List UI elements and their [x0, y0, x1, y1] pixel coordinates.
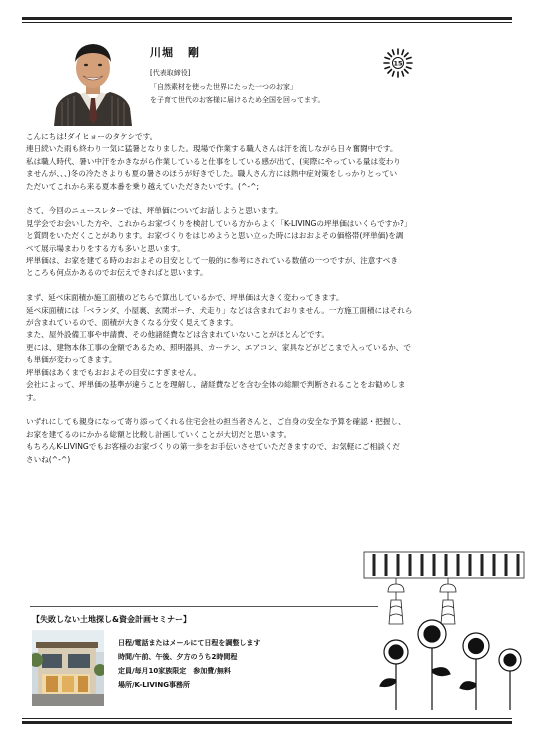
body-line: 見学会でお会いした方や、これからお家づくりを検討している方からよく「K-LIVINGの坪単価はいくらですか?」: [26, 218, 412, 228]
body-line: 坪単価は、お家を建てる時のおおよその目安として一般的に参考にされている数値の一つですが、注意すべき: [26, 256, 398, 266]
sunflower-icon: [499, 649, 521, 710]
body-line: さいね(^-^): [26, 454, 71, 464]
author-given-name: 剛: [188, 46, 200, 59]
body-line: また、屋外設備工事や申請費、その他諸経費などは含まれていないことがほとんどです。: [26, 330, 330, 340]
body-line: ませんが、、、)冬の冷たさよりも夏の暑さのほうが好きでした。職人さん方には熱中症対策をしっかりとってい: [26, 169, 398, 179]
body-line: もちろんK-LIVINGでもお客様のお家づくりの第一歩をお手伝いさせていただきますので、お気軽にご相談くだ: [26, 442, 400, 452]
body-line: 私は職人時代、暑い中汗をかきながら作業していると仕事をしている感が出て、(実際にやっている量は変わり: [26, 156, 401, 166]
sunflower-icon: [460, 633, 489, 710]
flower-logo-icon: [382, 47, 414, 79]
author-role: [代表取締役]: [150, 69, 191, 77]
sunflower-icon: [380, 640, 408, 710]
body-line: お家を建てるのにかかる総額と比較し計画していくことが大切だと思います。: [26, 429, 292, 439]
sunflower-icon: [418, 620, 450, 710]
body-line: 会社によって、坪単価の基準が違うことを理解し、諸経費などを含む全体の総額で判断されることをお勧めしま: [26, 380, 406, 390]
body-line: べて展示場まわりをする方も多いと思います。: [26, 243, 185, 253]
bottom-double-rule-thick: [22, 721, 512, 724]
seminar-location: 場所/K-LIVING事務所: [118, 681, 190, 689]
top-double-rule-thick: [22, 17, 512, 20]
seminar-details: [118, 636, 260, 692]
body-line: 坪単価はあくまでもおおよその目安にすぎません。: [26, 367, 202, 377]
body-line: まず、延べ床面積か施工面積のどちらで算出しているかで、坪単価は大きく変わってきます。: [26, 293, 344, 303]
wind-chime-icon: [388, 578, 404, 624]
body-line: も単価が変わってきます。: [26, 355, 117, 365]
wind-chime-icon: [440, 578, 456, 624]
body-line: ただいてこれから来る夏本番を乗り越えていただきたいです。(^-^;: [26, 181, 260, 191]
body-line: 更には、建物本体工事の金額であるため、照明器具、カーテン、エアコン、家具などがどこまで入っているか、で: [26, 342, 411, 352]
body-line: と質問をいただくことがあります。お家づくりをはじめようと思い立った時にはおおよその価格帯(坪単価)を調: [26, 231, 404, 241]
office-photo: [32, 630, 104, 706]
bamboo-blind: [364, 552, 524, 578]
body-line: さて、今回のニュースレターでは、坪単価についてお話しようと思います。: [26, 206, 283, 216]
body-line: す。: [26, 392, 41, 402]
top-double-rule-thin: [22, 22, 512, 23]
seminar-schedule: 日程/電話またはメールにて日程を調整します: [118, 639, 261, 647]
body-line: 連日続いた雨も終わり一気に猛暑となりました。現場で作業する職人さんは汗を流しながら日々奮闘中です。: [26, 144, 398, 154]
author-name: [150, 44, 200, 60]
body-line: こんにちは!ダイヒョーのタケシです。: [26, 132, 158, 141]
logo-number: 15: [393, 59, 403, 68]
seminar-time: 時間/午前、午後、夕方のうち2時間程: [118, 653, 238, 661]
author-family-name: 川堀: [150, 46, 174, 59]
sunflower-wind-chime-illustration: [360, 550, 532, 710]
body-line: ところも何点かあるのでお伝えできればと思います。: [26, 268, 208, 278]
seminar-title: 【失敗しない土地探し&資金計画セミナー】: [32, 615, 191, 624]
mission-statement: を子育て世代のお客様に届けるため全国を回ってます。: [150, 96, 325, 104]
paragraph-greeting: [26, 131, 512, 193]
newsletter-body: [26, 131, 512, 478]
profile-photo: [52, 36, 134, 126]
body-line: が含まれているので、面積が大きくなる分安く見えてきます。: [26, 318, 238, 328]
paragraph-intro: [26, 205, 512, 279]
seminar-capacity: 定員/毎月10家族限定 参加費/無料: [118, 667, 231, 675]
paragraph-details: [26, 292, 512, 404]
seminar-divider: [30, 606, 378, 607]
body-line: 延べ床面積には「ベランダ、小屋裏、玄関ポーチ、犬走り」などは含まれておりません。一方施工面積にはそれら: [26, 305, 413, 315]
body-line: いずれにしても親身になって寄り添ってくれる住宅会社の担当者さんと、ご自身の安全な予算を確認・把握し、: [26, 417, 406, 427]
company-motto: 「自然素材を使った世界にたった一つのお家」: [150, 83, 297, 91]
paragraph-closing: [26, 416, 512, 466]
bottom-double-rule-thin: [22, 718, 512, 719]
